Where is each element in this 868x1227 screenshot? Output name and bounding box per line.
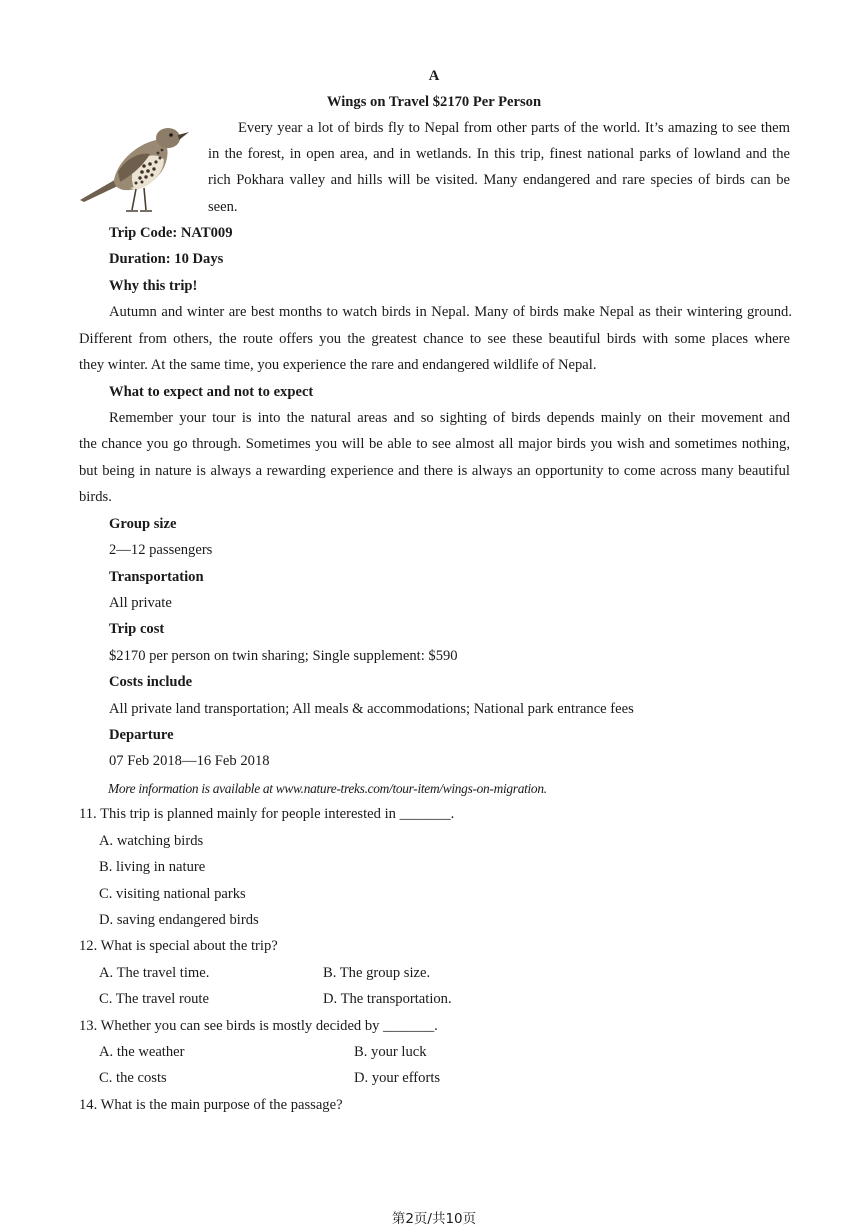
question-11-option-c: C. visiting national parks	[99, 886, 246, 902]
question-13-option-c: C. the costs	[99, 1070, 167, 1086]
question-11-option-b: B. living in nature	[99, 859, 206, 875]
expect-line-2: the chance you go through. Sometimes you will be able to see almost all major birds you wish and sometimes nothing,	[79, 436, 790, 452]
costs-include-heading: Costs include	[109, 674, 193, 690]
intro-line-4: seen.	[208, 199, 238, 215]
question-13-option-b: B. your luck	[354, 1044, 427, 1060]
page-footer: 第2页/共10页	[391, 1211, 477, 1227]
question-13-stem: 13. Whether you can see birds is mostly decided by _______.	[79, 1018, 438, 1034]
why-line-2: Different from others, the route offers you the greatest chance to see these beautiful birds with some places where	[79, 331, 790, 347]
trip-cost-value: $2170 per person on twin sharing; Single supplement: $590	[109, 648, 458, 664]
trip-code: Trip Code: NAT009	[109, 225, 233, 241]
question-13-option-a: A. the weather	[99, 1044, 185, 1060]
expect-line-3: but being in nature is always a rewarding experience and there is always an opportunity to come across many beautiful	[79, 463, 790, 479]
question-13-option-d: D. your efforts	[354, 1070, 441, 1086]
intro-line-2: in the forest, in open area, and in wetlands. In this trip, finest national parks of lowland and the	[208, 146, 790, 162]
why-heading: Why this trip!	[109, 278, 198, 294]
expect-line-4: birds.	[79, 489, 112, 505]
why-line-3: they winter. At the same time, you experience the rare and endangered wildlife of Nepal.	[79, 357, 597, 373]
bird-illustration	[78, 120, 190, 214]
question-12-option-b: B. The group size.	[323, 965, 431, 981]
question-11-option-d: D. saving endangered birds	[99, 912, 259, 928]
more-info-note: More information is available at www.nature-treks.com/tour-item/wings-on-migration.	[108, 781, 547, 796]
page-title: Wings on Travel $2170 Per Person	[326, 94, 542, 110]
why-line-1: Autumn and winter are best months to watch birds in Nepal. Many of birds make Nepal as their wintering ground.	[109, 304, 792, 320]
question-12-stem: 12. What is special about the trip?	[79, 938, 278, 954]
intro-line-3: rich Pokhara valley and hills will be visited. Many endangered and rare species of birds can be	[208, 172, 790, 188]
departure-heading: Departure	[109, 727, 174, 743]
trip-cost-heading: Trip cost	[109, 621, 165, 637]
question-12-option-c: C. The travel route	[99, 991, 209, 1007]
question-11-stem: 11. This trip is planned mainly for people interested in _______.	[79, 806, 455, 822]
transportation-heading: Transportation	[109, 569, 204, 585]
costs-include-value: All private land transportation; All meals & accommodations; National park entrance fees	[109, 701, 634, 717]
expect-line-1: Remember your tour is into the natural areas and so sighting of birds depends mainly on their movement and	[109, 410, 790, 426]
question-11-option-a: A. watching birds	[99, 833, 204, 849]
expect-heading: What to expect and not to expect	[109, 384, 314, 400]
question-14-stem: 14. What is the main purpose of the passage?	[79, 1097, 343, 1113]
transportation-value: All private	[109, 595, 172, 611]
question-12-option-a: A. The travel time.	[99, 965, 210, 981]
section-letter: A	[428, 68, 440, 84]
question-12-option-d: D. The transportation.	[323, 991, 452, 1007]
duration: Duration: 10 Days	[109, 251, 224, 267]
departure-value: 07 Feb 2018—16 Feb 2018	[109, 753, 270, 769]
group-size-value: 2—12 passengers	[109, 542, 213, 558]
group-size-heading: Group size	[109, 516, 177, 532]
intro-line-1: Every year a lot of birds fly to Nepal from other parts of the world. It’s amazing to see them	[238, 120, 790, 136]
